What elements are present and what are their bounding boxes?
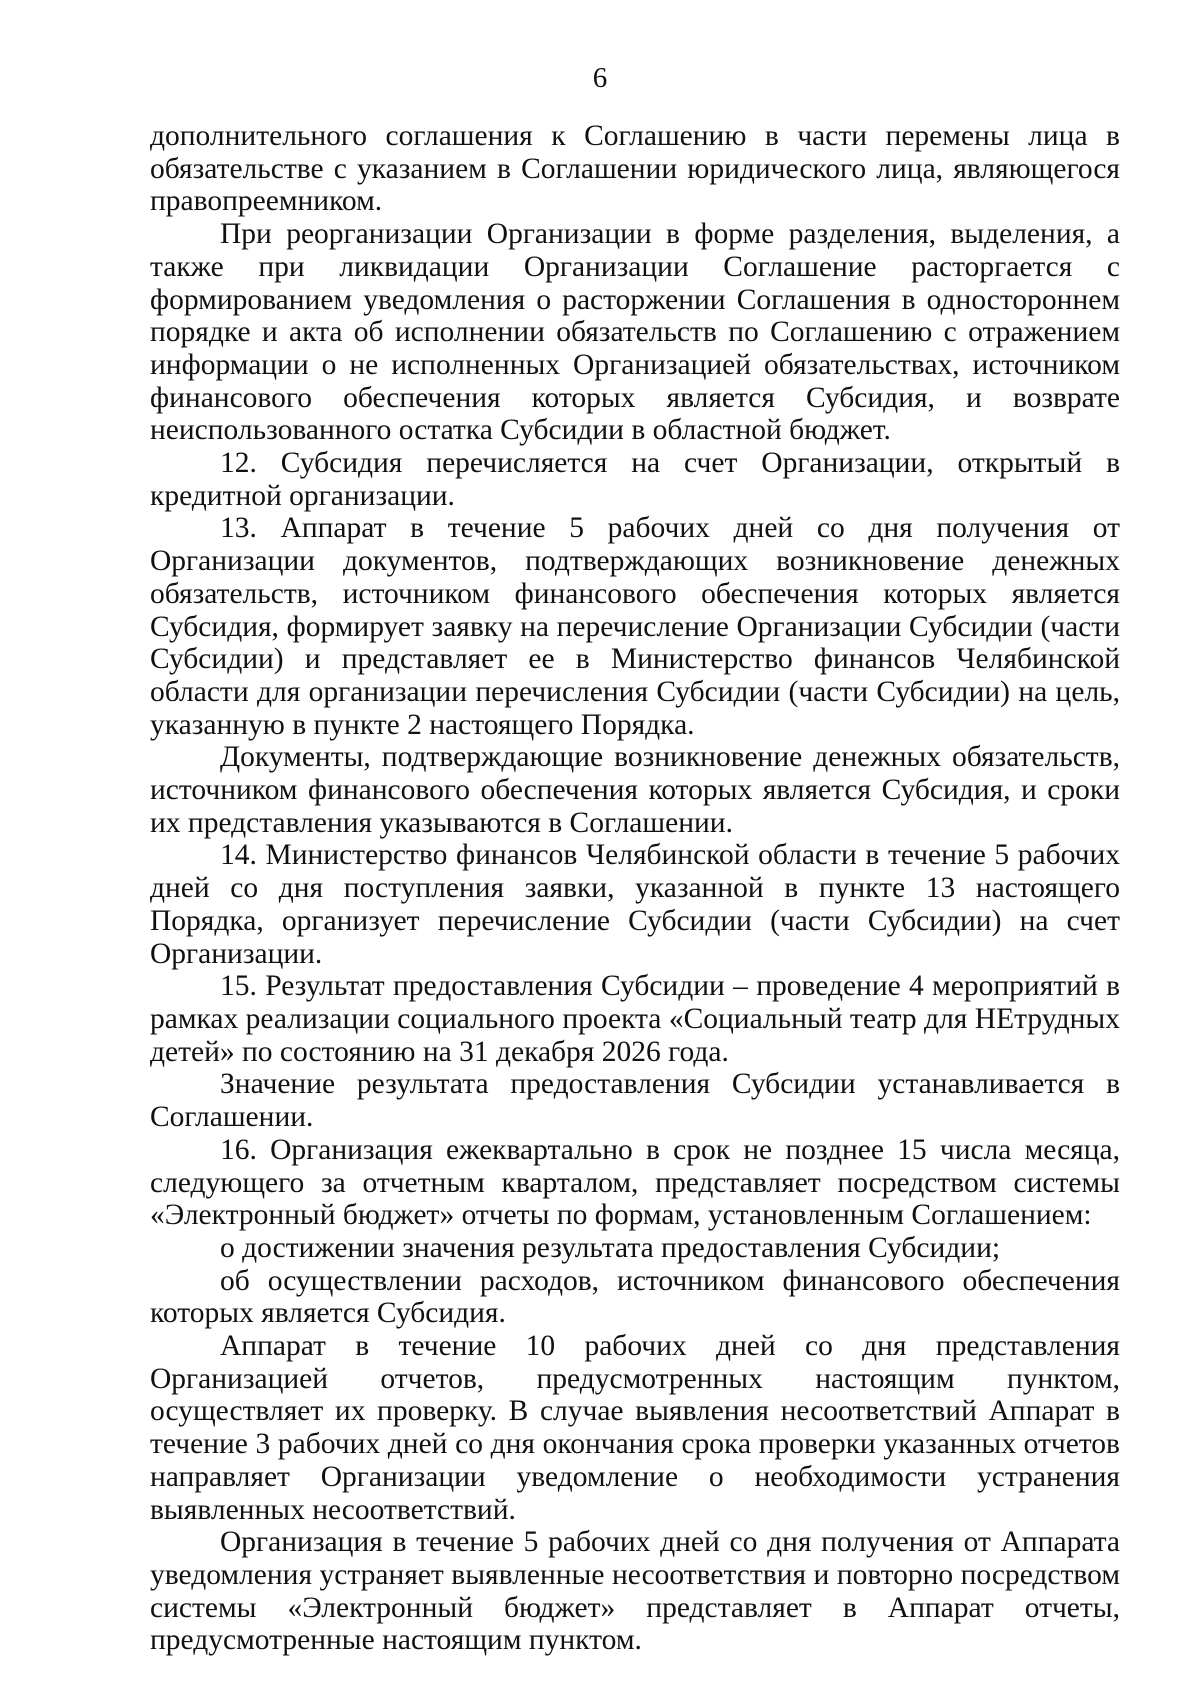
paragraph-documents: Документы, подтверждающие возникновение денежных обязательств, источником финансового обеспечения которых является Субсидия, и сроки их представления указываются в Соглашении.	[150, 741, 1120, 839]
paragraph-correction: Организация в течение 5 рабочих дней со дня получения от Аппарата уведомления устраняет выявленные несоответствия и повторно посредством системы «Электронный бюджет» представляет в Аппарат отчеты, предусмотренные настоящим пунктом.	[150, 1526, 1120, 1657]
paragraph-report-result: о достижении значения результата предоставления Субсидии;	[220, 1231, 1001, 1264]
paragraph-verification: Аппарат в течение 10 рабочих дней со дня представления Организацией отчетов, предусмотренных настоящим пунктом, осуществляет их проверку. В случае выявления несоответствий Аппарат в течение 3 рабочих дней со дня окончания срока проверки указанных отчетов направляет Организации уведомление о необходимости устранения выявленных несоответствий.	[150, 1330, 1120, 1526]
paragraph-item-15: 15. Результат предоставления Субсидии – проведение 4 мероприятий в рамках реализации социального проекта «Социальный театр для НЕтрудных детей» по состоянию на 31 декабря 2026 года.	[150, 970, 1120, 1068]
paragraph-item-16: 16. Организация ежеквартально в срок не позднее 15 числа месяца, следующего за отчетным кварталом, представляет посредством системы «Электронный бюджет» отчеты по формам, установленным Соглашением:	[150, 1133, 1120, 1232]
page-number: 6	[592, 62, 608, 94]
paragraph-report-expenses: об осуществлении расходов, источником финансового обеспечения которых является Субсидия.	[150, 1264, 1120, 1330]
paragraph-continuation: дополнительного соглашения к Соглашению в части перемены лица в обязательстве с указанием в Соглашении юридического лица, являющегося правопреемником.	[150, 120, 1120, 218]
paragraph-reorganization: При реорганизации Организации в форме разделения, выделения, а также при ликвидации Организации Соглашение расторгается с формированием уведомления о расторжении Соглашения в одностороннем порядке и акта об исполнении обязательств по Соглашению с отражением информации о не исполненных Организацией обязательствах, источником финансового обеспечения которых является Субсидия, и возврате неиспользованного остатка Субсидии в областной бюджет.	[150, 218, 1120, 447]
paragraph-item-14: 14. Министерство финансов Челябинской области в течение 5 рабочих дней со дня поступления заявки, указанной в пункте 13 настоящего Порядка, организует перечисление Субсидии (части Субсидии) на счет Организации.	[150, 839, 1120, 970]
document-body	[150, 120, 1120, 1657]
paragraph-result-value: Значение результата предоставления Субсидии устанавливается в Соглашении.	[150, 1068, 1120, 1134]
paragraph-item-12: 12. Субсидия перечисляется на счет Организации, открытый в кредитной организации.	[150, 447, 1120, 512]
paragraph-item-13: 13. Аппарат в течение 5 рабочих дней со дня получения от Организации документов, подтверждающих возникновение денежных обязательств, источником финансового обеспечения которых является Субсидия, формирует заявку на перечисление Организации Субсидии (части Субсидии) и представляет ее в Министерство финансов Челябинской области для организации перечисления Субсидии (части Субсидии) на цель, указанную в пункте 2 настоящего Порядка.	[150, 512, 1120, 741]
